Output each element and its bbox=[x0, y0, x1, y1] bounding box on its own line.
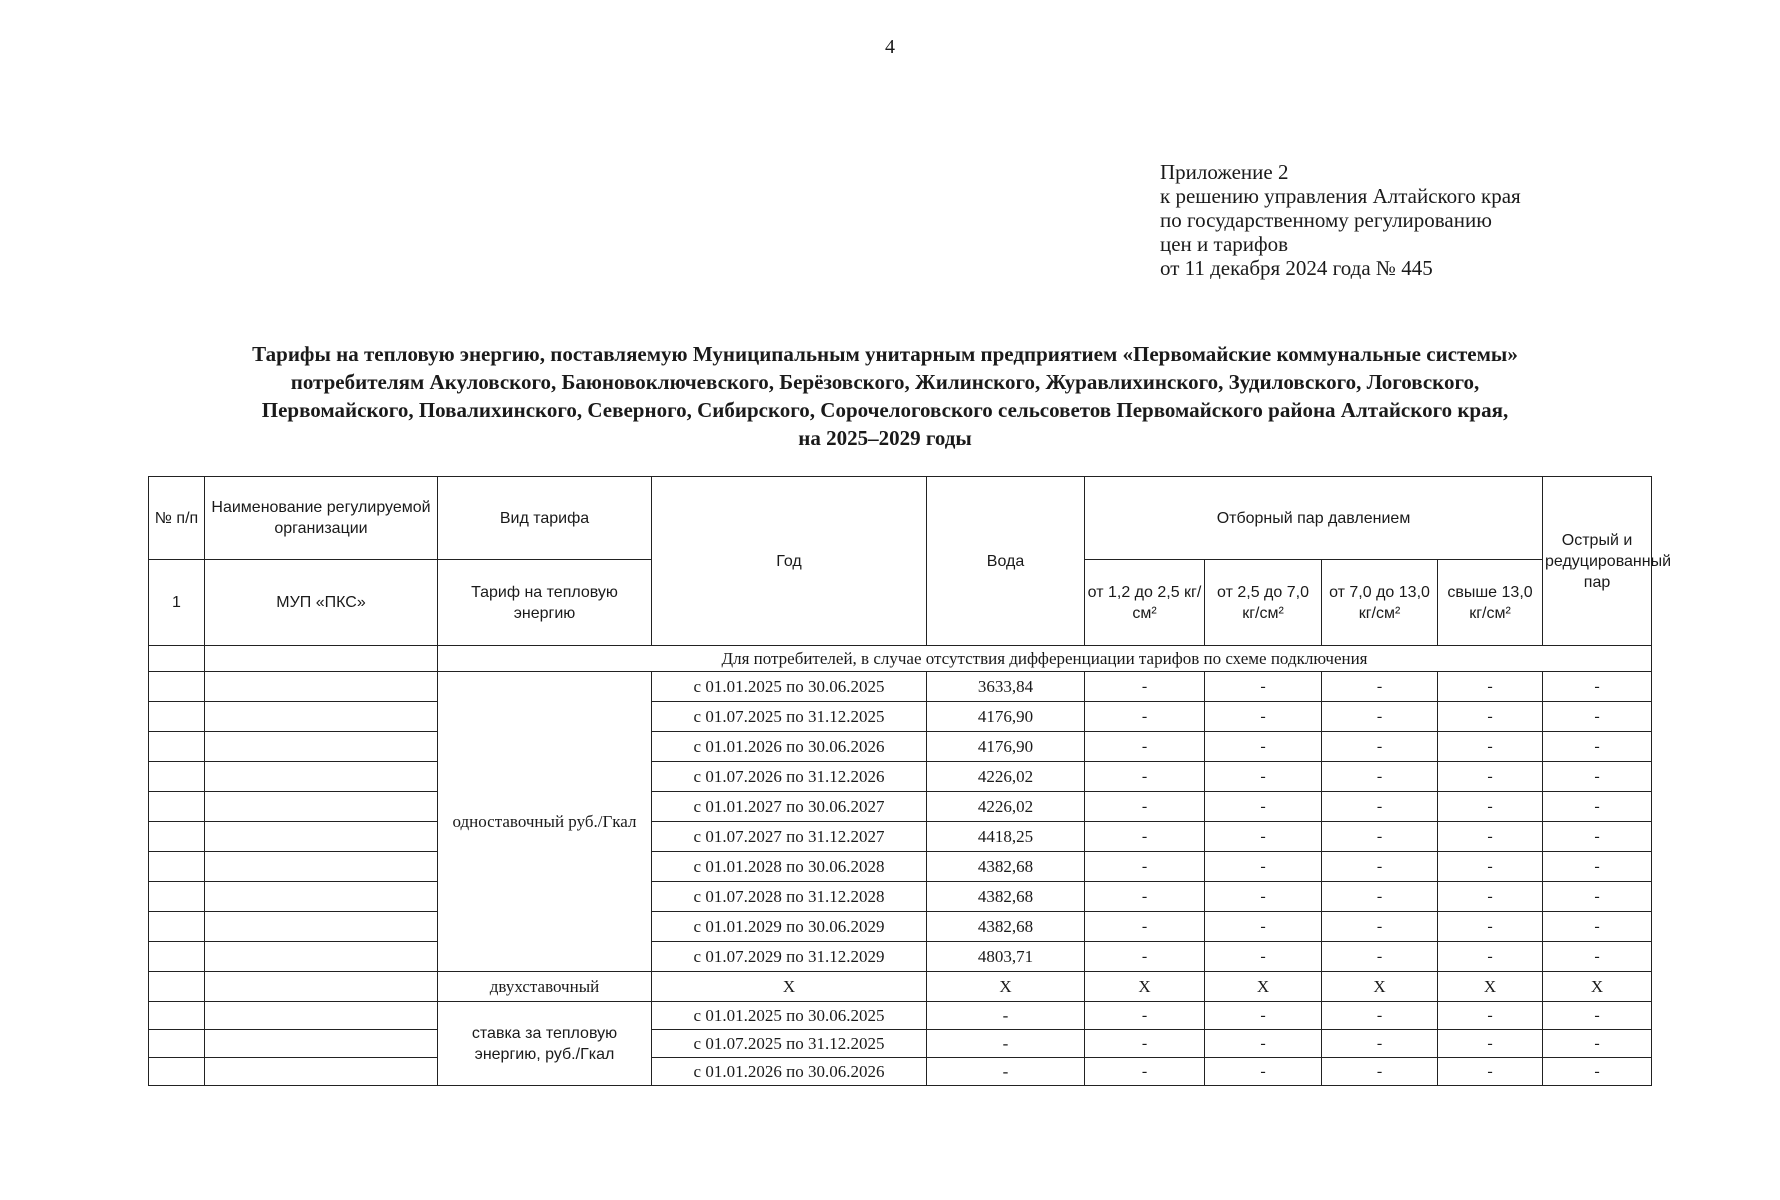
value-cell-s4: - bbox=[1438, 912, 1543, 942]
value-cell-s2: - bbox=[1205, 702, 1322, 732]
value-cell-s3: - bbox=[1322, 762, 1438, 792]
period-cell: с 01.07.2025 по 31.12.2025 bbox=[652, 702, 927, 732]
period-cell: с 01.01.2029 по 30.06.2029 bbox=[652, 912, 927, 942]
value-cell-s2: - bbox=[1205, 882, 1322, 912]
period-cell: с 01.01.2026 по 30.06.2026 bbox=[652, 1058, 927, 1086]
header-tariff-type: Вид тарифа bbox=[438, 477, 652, 560]
value-cell-s1: - bbox=[1085, 762, 1205, 792]
value-cell-sharp: - bbox=[1543, 762, 1652, 792]
header-org: Наименование регулируемой организации bbox=[205, 477, 438, 560]
value-cell-s4: - bbox=[1438, 822, 1543, 852]
value-cell-s1: - bbox=[1085, 1030, 1205, 1058]
value-cell-s1: - bbox=[1085, 882, 1205, 912]
empty-cell bbox=[149, 1058, 205, 1086]
value-cell-s2: - bbox=[1205, 942, 1322, 972]
value-cell-water: 4803,71 bbox=[927, 942, 1085, 972]
period-cell: с 01.07.2025 по 31.12.2025 bbox=[652, 1030, 927, 1058]
table-row bbox=[149, 732, 1652, 762]
period-cell: с 01.01.2027 по 30.06.2027 bbox=[652, 792, 927, 822]
empty-cell bbox=[149, 702, 205, 732]
value-cell-water: 3633,84 bbox=[927, 672, 1085, 702]
value-cell-s3: - bbox=[1322, 852, 1438, 882]
value-cell-s1: - bbox=[1085, 732, 1205, 762]
empty-cell bbox=[149, 822, 205, 852]
empty-cell bbox=[149, 1002, 205, 1030]
value-cell-s3: - bbox=[1322, 822, 1438, 852]
value-cell-s1: - bbox=[1085, 822, 1205, 852]
title-line: Тарифы на тепловую энергию, поставляемую Муниципальным унитарным предприятием «Первомайские коммунальные системы» bbox=[252, 342, 1518, 366]
empty-cell bbox=[205, 1058, 438, 1086]
section-row bbox=[149, 646, 1652, 672]
value-cell-water: 4226,02 bbox=[927, 762, 1085, 792]
value-cell-sharp: - bbox=[1543, 672, 1652, 702]
value-cell-sharp: - bbox=[1543, 822, 1652, 852]
empty-cell bbox=[149, 942, 205, 972]
org-num: 1 bbox=[149, 560, 205, 646]
table-row bbox=[149, 672, 1652, 702]
table-row bbox=[149, 1002, 1652, 1030]
table-row bbox=[149, 1058, 1652, 1086]
tariff-table bbox=[148, 476, 1672, 1086]
two-rate-value-water: X bbox=[927, 972, 1085, 1002]
value-cell-s1: - bbox=[1085, 1058, 1205, 1086]
empty-cell bbox=[205, 972, 438, 1002]
value-cell-s3: - bbox=[1322, 1002, 1438, 1030]
value-cell-s4: - bbox=[1438, 942, 1543, 972]
value-cell-water: 4226,02 bbox=[927, 792, 1085, 822]
table-row bbox=[149, 792, 1652, 822]
header-water: Вода bbox=[927, 477, 1085, 646]
appendix-line: Приложение 2 bbox=[1160, 160, 1289, 184]
value-cell-s2: - bbox=[1205, 672, 1322, 702]
two-rate-label: двухставочный bbox=[438, 972, 652, 1002]
value-cell-sharp: - bbox=[1543, 852, 1652, 882]
value-cell-s4: - bbox=[1438, 1030, 1543, 1058]
value-cell-s2: - bbox=[1205, 732, 1322, 762]
value-cell-s4: - bbox=[1438, 732, 1543, 762]
empty-cell bbox=[149, 792, 205, 822]
empty-cell bbox=[205, 672, 438, 702]
value-cell-s4: - bbox=[1438, 792, 1543, 822]
value-cell-s2: - bbox=[1205, 1030, 1322, 1058]
empty-cell bbox=[149, 1030, 205, 1058]
value-cell-s4: - bbox=[1438, 702, 1543, 732]
value-cell-water: 4382,68 bbox=[927, 852, 1085, 882]
empty-cell bbox=[149, 972, 205, 1002]
period-cell: с 01.07.2028 по 31.12.2028 bbox=[652, 882, 927, 912]
header-steam-4: свыше 13,0 кг/см² bbox=[1438, 560, 1543, 646]
value-cell-s2: - bbox=[1205, 822, 1322, 852]
empty-cell bbox=[149, 762, 205, 792]
value-cell-s4: - bbox=[1438, 882, 1543, 912]
value-cell-s3: - bbox=[1322, 942, 1438, 972]
empty-cell bbox=[149, 852, 205, 882]
two-rate-value-period: X bbox=[652, 972, 927, 1002]
value-cell-s4: - bbox=[1438, 1002, 1543, 1030]
table-row bbox=[149, 762, 1652, 792]
empty-cell bbox=[205, 762, 438, 792]
value-cell-s1: - bbox=[1085, 942, 1205, 972]
empty-cell bbox=[149, 882, 205, 912]
page-number: 4 bbox=[885, 36, 895, 58]
section-title: Для потребителей, в случае отсутствия дифференциации тарифов по схеме подключения bbox=[438, 646, 1652, 672]
org-tariff: Тариф на тепловую энергию bbox=[438, 560, 652, 646]
value-cell-sharp: - bbox=[1543, 702, 1652, 732]
value-cell-water: 4382,68 bbox=[927, 912, 1085, 942]
table-row bbox=[149, 882, 1652, 912]
header-sharp-steam: Острый и редуцированный пар bbox=[1543, 477, 1652, 646]
value-cell-s1: - bbox=[1085, 912, 1205, 942]
header-num: № п/п bbox=[149, 477, 205, 560]
empty-cell bbox=[205, 912, 438, 942]
table-row bbox=[149, 942, 1652, 972]
table-row bbox=[149, 822, 1652, 852]
value-cell-sharp: - bbox=[1543, 1002, 1652, 1030]
value-cell-water: 4382,68 bbox=[927, 882, 1085, 912]
value-cell-s1: - bbox=[1085, 852, 1205, 882]
two-rate-value-sharp: X bbox=[1543, 972, 1652, 1002]
header-year: Год bbox=[652, 477, 927, 646]
period-cell: с 01.07.2026 по 31.12.2026 bbox=[652, 762, 927, 792]
empty-cell bbox=[205, 732, 438, 762]
table-row bbox=[149, 702, 1652, 732]
value-cell-s3: - bbox=[1322, 702, 1438, 732]
two-rate-value-s4: X bbox=[1438, 972, 1543, 1002]
header-steam-2: от 2,5 до 7,0 кг/см² bbox=[1205, 560, 1322, 646]
empty-cell bbox=[205, 646, 438, 672]
value-cell-s2: - bbox=[1205, 1002, 1322, 1030]
title-line: Первомайского, Повалихинского, Северного, Сибирского, Сорочелоговского сельсоветов Первомайского района Алтайского края, bbox=[261, 398, 1509, 422]
empty-cell bbox=[149, 646, 205, 672]
period-cell: с 01.07.2027 по 31.12.2027 bbox=[652, 822, 927, 852]
value-cell-s4: - bbox=[1438, 762, 1543, 792]
two-rate-value-s2: X bbox=[1205, 972, 1322, 1002]
appendix-line: к решению управления Алтайского края bbox=[1160, 184, 1521, 208]
value-cell-s1: - bbox=[1085, 702, 1205, 732]
energy-rate-label: ставка за тепловую энергию, руб./Гкал bbox=[438, 1002, 652, 1086]
value-cell-water: 4176,90 bbox=[927, 732, 1085, 762]
title-line: потребителям Акуловского, Баюновоключевского, Берёзовского, Жилинского, Журавлихинского, Зудиловского, Логовского, bbox=[290, 370, 1480, 394]
value-cell-s3: - bbox=[1322, 792, 1438, 822]
table-row bbox=[149, 852, 1652, 882]
empty-cell bbox=[205, 792, 438, 822]
value-cell-s2: - bbox=[1205, 1058, 1322, 1086]
period-cell: с 01.01.2025 по 30.06.2025 bbox=[652, 1002, 927, 1030]
value-cell-s1: - bbox=[1085, 1002, 1205, 1030]
value-cell-water: 4176,90 bbox=[927, 702, 1085, 732]
value-cell-sharp: - bbox=[1543, 942, 1652, 972]
value-cell-s1: - bbox=[1085, 672, 1205, 702]
value-cell-sharp: - bbox=[1543, 1030, 1652, 1058]
title-line: на 2025–2029 годы bbox=[798, 426, 972, 450]
value-cell-sharp: - bbox=[1543, 912, 1652, 942]
value-cell-s2: - bbox=[1205, 792, 1322, 822]
org-name: МУП «ПКС» bbox=[205, 560, 438, 646]
two-rate-row bbox=[149, 972, 1652, 1002]
empty-cell bbox=[205, 822, 438, 852]
value-cell-sharp: - bbox=[1543, 882, 1652, 912]
period-cell: с 01.01.2026 по 30.06.2026 bbox=[652, 732, 927, 762]
value-cell-s3: - bbox=[1322, 1058, 1438, 1086]
empty-cell bbox=[205, 852, 438, 882]
period-cell: с 01.01.2025 по 30.06.2025 bbox=[652, 672, 927, 702]
empty-cell bbox=[205, 882, 438, 912]
value-cell-sharp: - bbox=[1543, 732, 1652, 762]
document-title bbox=[140, 340, 1630, 452]
empty-cell bbox=[205, 942, 438, 972]
value-cell-s3: - bbox=[1322, 912, 1438, 942]
header-steam-3: от 7,0 до 13,0 кг/см² bbox=[1322, 560, 1438, 646]
empty-cell bbox=[205, 1030, 438, 1058]
table-row bbox=[149, 1030, 1652, 1058]
period-cell: с 01.07.2029 по 31.12.2029 bbox=[652, 942, 927, 972]
empty-cell bbox=[205, 702, 438, 732]
value-cell-water: - bbox=[927, 1058, 1085, 1086]
header-steam-group: Отборный пар давлением bbox=[1085, 477, 1543, 560]
value-cell-s3: - bbox=[1322, 882, 1438, 912]
value-cell-sharp: - bbox=[1543, 792, 1652, 822]
two-rate-value-s1: X bbox=[1085, 972, 1205, 1002]
empty-cell bbox=[149, 732, 205, 762]
value-cell-s3: - bbox=[1322, 672, 1438, 702]
appendix-line: по государственному регулированию bbox=[1160, 208, 1492, 232]
value-cell-s3: - bbox=[1322, 732, 1438, 762]
period-cell: с 01.01.2028 по 30.06.2028 bbox=[652, 852, 927, 882]
value-cell-s1: - bbox=[1085, 792, 1205, 822]
empty-cell bbox=[205, 1002, 438, 1030]
value-cell-s2: - bbox=[1205, 912, 1322, 942]
appendix-block bbox=[1160, 160, 1521, 280]
appendix-line: цен и тарифов bbox=[1160, 232, 1289, 256]
value-cell-water: - bbox=[927, 1030, 1085, 1058]
value-cell-sharp: - bbox=[1543, 1058, 1652, 1086]
value-cell-s4: - bbox=[1438, 1058, 1543, 1086]
empty-cell bbox=[149, 672, 205, 702]
header-row bbox=[149, 477, 1652, 560]
header-steam-1: от 1,2 до 2,5 кг/см² bbox=[1085, 560, 1205, 646]
value-cell-s4: - bbox=[1438, 852, 1543, 882]
value-cell-s3: - bbox=[1322, 1030, 1438, 1058]
appendix-line: от 11 декабря 2024 года № 445 bbox=[1160, 256, 1433, 280]
value-cell-water: 4418,25 bbox=[927, 822, 1085, 852]
value-cell-s2: - bbox=[1205, 852, 1322, 882]
two-rate-value-s3: X bbox=[1322, 972, 1438, 1002]
value-cell-s4: - bbox=[1438, 672, 1543, 702]
value-cell-water: - bbox=[927, 1002, 1085, 1030]
one-rate-label: одноставочный руб./Гкал bbox=[438, 672, 652, 972]
empty-cell bbox=[149, 912, 205, 942]
value-cell-s2: - bbox=[1205, 762, 1322, 792]
table-row bbox=[149, 912, 1652, 942]
